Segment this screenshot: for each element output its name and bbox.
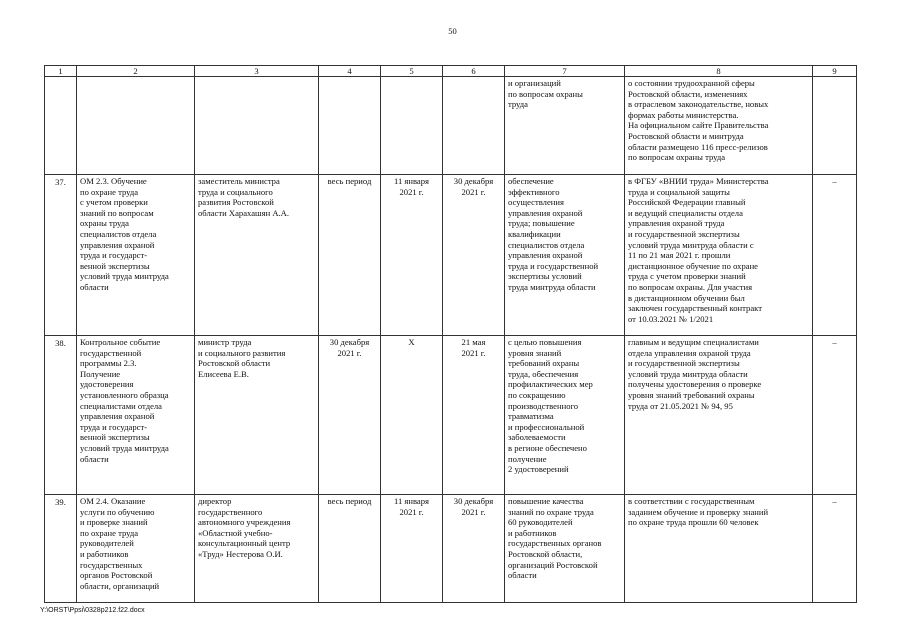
- period-cell: весь период: [319, 495, 381, 603]
- event-cell: [77, 77, 195, 175]
- start-date-cell: 11 января 2021 г.: [381, 175, 443, 336]
- start-date-cell: [381, 77, 443, 175]
- period-cell: [319, 77, 381, 175]
- header-cell: 5: [381, 66, 443, 77]
- page-number: 50: [448, 26, 457, 36]
- header-cell: 9: [813, 66, 857, 77]
- start-date-cell: 11 января 2021 г.: [381, 495, 443, 603]
- result-cell: и организаций по вопросам охраны труда: [505, 77, 625, 175]
- note-cell: –: [813, 495, 857, 603]
- end-date-cell: 30 декабря 2021 г.: [443, 175, 505, 336]
- header-cell: 6: [443, 66, 505, 77]
- table-header-row: [45, 66, 857, 77]
- actual-result-cell: в соответствии с государственным заданием обучение и проверку знаний по охране труда прошли 60 человек: [625, 495, 813, 603]
- event-cell: ОМ 2.3. Обучение по охране труда с учетом проверки знаний по вопросам охраны труда специалистов отдела управления охраной труда и государст- венной экспертизы условий труда минтруда области: [77, 175, 195, 336]
- row-number: 38.: [45, 336, 77, 495]
- note-cell: [813, 77, 857, 175]
- result-cell: повышение качества знаний по охране труда 60 руководителей и работников государственных органов Ростовской области, организаций Ростовской области: [505, 495, 625, 603]
- period-cell: 30 декабря 2021 г.: [319, 336, 381, 495]
- row-number: 37.: [45, 175, 77, 336]
- table-row: [45, 175, 857, 336]
- report-table: [44, 65, 857, 603]
- header-cell: 3: [195, 66, 319, 77]
- end-date-cell: [443, 77, 505, 175]
- start-date-cell: Х: [381, 336, 443, 495]
- table-row: [45, 495, 857, 603]
- table-row: [45, 77, 857, 175]
- header-cell: 1: [45, 66, 77, 77]
- responsible-cell: министр труда и социального развития Ростовской области Елисеева Е.В.: [195, 336, 319, 495]
- header-cell: 8: [625, 66, 813, 77]
- period-cell: весь период: [319, 175, 381, 336]
- actual-result-cell: в ФГБУ «ВНИИ труда» Министерства труда и социальной защиты Российской Федерации главный и ведущий специалисты отдела управления охраной труда и государственной экспертизы условий труда минтруда области с 11 по 21 мая 2021 г. прошли дистанционное обучение по охране труда с учетом проверки знаний по вопросам охраны. Для участия в дистанционном обучении был заключен государственный контракт от 10.03.2021 № 1/2021: [625, 175, 813, 336]
- end-date-cell: 21 мая 2021 г.: [443, 336, 505, 495]
- result-cell: обеспечение эффективного осуществления управления охраной труда; повышение квалификации специалистов отдела управления охраной труда и государственной экспертизы условий труда минтруда области: [505, 175, 625, 336]
- event-cell: ОМ 2.4. Оказание услуги по обучению и проверке знаний по охране труда руководителей и работников государственных органов Ростовской области, организаций: [77, 495, 195, 603]
- responsible-cell: директор государственного автономного учреждения «Областной учебно- консультационный центр «Труд» Нестерова О.И.: [195, 495, 319, 603]
- responsible-cell: [195, 77, 319, 175]
- header-cell: 2: [77, 66, 195, 77]
- note-cell: –: [813, 175, 857, 336]
- note-cell: –: [813, 336, 857, 495]
- actual-result-cell: о состоянии трудоохранной сферы Ростовской области, изменениях в отраслевом законодательстве, новых формах работы министерства. На официальном сайте Правительства Ростовской области и минтруда области размещено 116 пресс-релизов по вопросам охраны труда: [625, 77, 813, 175]
- result-cell: с целью повышения уровня знаний требований охраны труда, обеспечения профилактических мер по сокращению производственного травматизма и профессиональной заболеваемости в регионе обеспечено получение 2 удостоверений: [505, 336, 625, 495]
- actual-result-cell: главным и ведущим специалистами отдела управления охраной труда и государственной экспертизы условий труда минтруда области получены удостоверения о проверке уровня знаний требований охраны труда от 21.05.2021 № 94, 95: [625, 336, 813, 495]
- header-cell: 4: [319, 66, 381, 77]
- table-row: [45, 336, 857, 495]
- end-date-cell: 30 декабря 2021 г.: [443, 495, 505, 603]
- header-cell: 7: [505, 66, 625, 77]
- event-cell: Контрольное событие государственной программы 2.3. Получение удостоверения установленного образца специалистами отдела управления охраной труда и государст- венной экспертизы условий труда минтруда области: [77, 336, 195, 495]
- responsible-cell: заместитель министра труда и социального развития Ростовской области Харахашян А.А.: [195, 175, 319, 336]
- document-file-path: Y:\ORST\Ppsi\0328p212.f22.docx: [40, 607, 145, 614]
- row-number: 39.: [45, 495, 77, 603]
- row-number: [45, 77, 77, 175]
